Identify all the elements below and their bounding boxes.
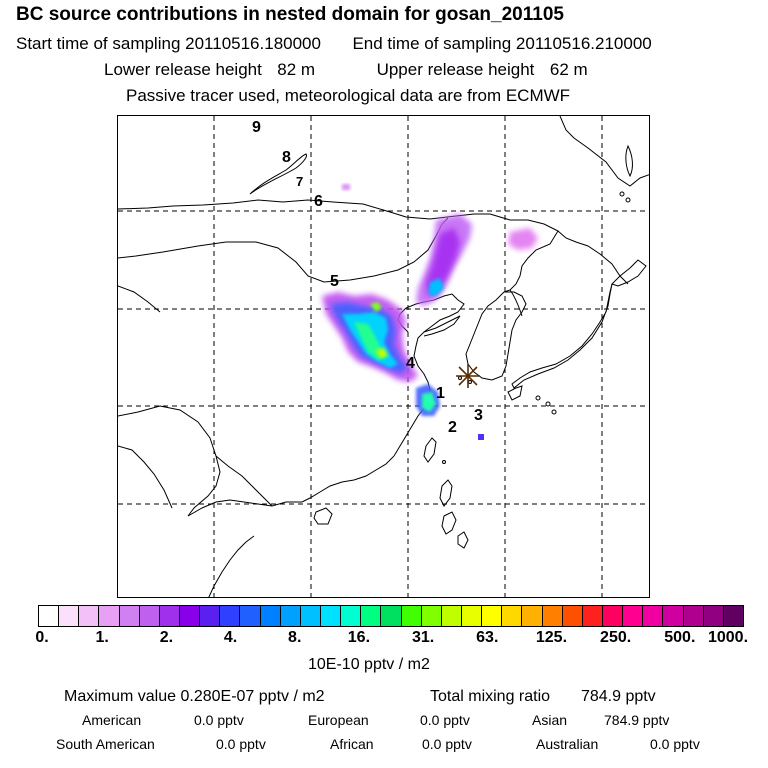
colorbar-segment: [623, 606, 643, 626]
plume-layer: [322, 184, 538, 440]
colorbar-segment: [321, 606, 341, 626]
region-asian-name: Asian: [532, 712, 568, 728]
colorbar-segment: [724, 606, 743, 626]
colorbar-segment: [79, 606, 99, 626]
region-australian-value: 0.0 pptv: [650, 736, 700, 752]
max-value-label: Maximum value: [64, 688, 177, 705]
colorbar-tick-label: 4.: [223, 629, 238, 646]
colorbar-tick-label: 16.: [347, 629, 371, 646]
max-value-row: [64, 688, 325, 706]
colorbar-tick-label: 8.: [288, 629, 302, 646]
plume-offshore-dot: [478, 434, 484, 440]
colorbar-tick-label: 0.: [35, 629, 49, 646]
total-mixing-label: Total mixing ratio: [430, 688, 551, 705]
lower-height-value: 82 m: [277, 60, 316, 79]
region-south-american-name: South American: [56, 736, 155, 752]
colorbar-unit: 10E-10 pptv / m2: [308, 656, 430, 673]
colorbar-segment: [39, 606, 59, 626]
colorbar-segment: [59, 606, 79, 626]
start-time-value: 20110516.180000: [185, 34, 321, 53]
lower-height-label: Lower release height: [104, 60, 262, 79]
colorbar-segment: [684, 606, 704, 626]
colorbar-tick-label: 1.: [95, 629, 109, 646]
trajectory-label-8: 8: [282, 149, 291, 166]
colorbar-segment: [120, 606, 140, 626]
total-mixing-value: 784.9 pptv: [580, 688, 656, 705]
colorbar-segment: [180, 606, 200, 626]
colorbar-segment: [663, 606, 683, 626]
trajectory-label-5: 5: [330, 273, 339, 290]
colorbar-segment: [341, 606, 361, 626]
colorbar-segment: [422, 606, 442, 626]
colorbar-segment: [281, 606, 301, 626]
trajectory-label-3: 3: [474, 407, 483, 424]
region-australian-name: Australian: [536, 736, 599, 752]
colorbar-segment: [140, 606, 160, 626]
colorbar-segment: [583, 606, 603, 626]
trajectory-label-4: 4: [406, 355, 415, 372]
plot-title: BC source contributions in nested domain for gosan_201105: [16, 4, 564, 25]
map-panel: [117, 115, 650, 598]
region-american-value: 0.0 pptv: [194, 712, 244, 728]
colorbar-segment: [482, 606, 502, 626]
colorbar-segment: [563, 606, 583, 626]
plume-far-northeast: [508, 228, 538, 250]
colorbar-tick-label: 125.: [535, 629, 568, 646]
region-african-name: African: [330, 736, 374, 752]
colorbar-tick-label: 1000.: [707, 629, 749, 646]
region-south-american-value: 0.0 pptv: [216, 736, 266, 752]
colorbar-tick-label: 500.: [664, 629, 696, 646]
colorbar-segment: [220, 606, 240, 626]
colorbar-segment: [261, 606, 281, 626]
map-svg: [118, 116, 650, 598]
receptor-star-marker: [456, 364, 480, 388]
colorbar-segment: [442, 606, 462, 626]
region-european-value: 0.0 pptv: [420, 712, 470, 728]
upper-height-label: Upper release height: [376, 60, 535, 79]
plume-north-dot: [342, 184, 350, 190]
colorbar-segment: [361, 606, 381, 626]
colorbar-segment: [301, 606, 321, 626]
sampling-times: [16, 34, 652, 54]
end-time-label: End time of sampling: [352, 34, 512, 53]
upper-height-value: 62 m: [549, 60, 588, 79]
tracer-note: Passive tracer used, meteorological data are from ECMWF: [126, 86, 571, 105]
trajectory-label-9: 9: [252, 119, 261, 136]
region-african-value: 0.0 pptv: [422, 736, 472, 752]
trajectory-label-7: 7: [296, 174, 304, 189]
colorbar-tick-label: 250.: [600, 629, 632, 646]
max-value: 0.280E-07 pptv / m2: [180, 688, 325, 705]
release-heights: [104, 60, 588, 80]
colorbar: [38, 605, 744, 627]
colorbar-tick-label: 31.: [411, 629, 435, 646]
trajectory-label-1: 1: [436, 385, 445, 402]
colorbar-segment: [462, 606, 482, 626]
colorbar-segment: [603, 606, 623, 626]
end-time-value: 20110516.210000: [515, 34, 652, 53]
region-european-name: European: [308, 712, 369, 728]
colorbar-segment: [240, 606, 260, 626]
region-asian-value: 784.9 pptv: [604, 712, 670, 728]
colorbar-tick-label: 2.: [159, 629, 174, 646]
colorbar-segment: [200, 606, 220, 626]
colorbar-segment: [381, 606, 401, 626]
colorbar-segment: [704, 606, 724, 626]
colorbar-segment: [160, 606, 180, 626]
start-time-label: Start time of sampling: [16, 34, 181, 53]
colorbar-segment: [502, 606, 522, 626]
colorbar-segment: [543, 606, 563, 626]
colorbar-segment: [522, 606, 542, 626]
region-american-name: American: [82, 712, 142, 728]
total-mixing-row: [430, 688, 656, 706]
colorbar-segment: [99, 606, 119, 626]
colorbar-segment: [402, 606, 422, 626]
colorbar-segment: [643, 606, 663, 626]
trajectory-label-6: 6: [314, 193, 323, 210]
trajectory-label-2: 2: [448, 419, 457, 436]
colorbar-tick-label: 63.: [476, 629, 499, 646]
